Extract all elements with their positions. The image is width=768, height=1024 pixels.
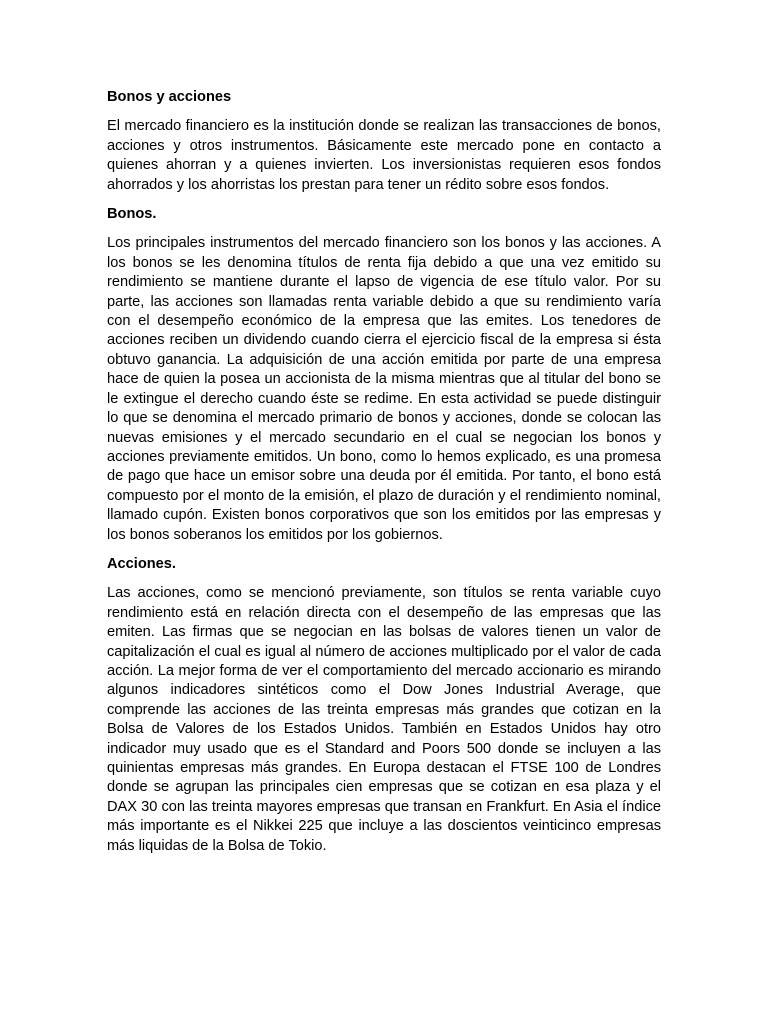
document-page bbox=[107, 88, 661, 856]
document-title: Bonos y acciones bbox=[107, 89, 232, 105]
section-body-acciones: Las acciones, como se mencionó previamente, son títulos se renta variable cuyo rendimiento está en relación directa con el desempeño de las empresas que las emiten. Las firmas que se negocian en las bolsas de valores tienen un valor de capitalización el cual es igual al número de acciones multiplicado por el valor de cada acción. La mejor forma de ver el comportamiento del mercado accionario es mirando algunos indicadores sintéticos como el Dow Jones Industrial Average, que comprende las acciones de las treinta empresas más grandes que cotizan en la Bolsa de Valores de los Estados Unidos. También en Estados Unidos hay otro indicador muy usado que es el Standard and Poors 500 donde se incluyen a las quinientas empresas más grandes. En Europa destacan el FTSE 100 de Londres donde se agrupan las principales cien empresas que se cotizan en esa plaza y el DAX 30 con las treinta mayores empresas que transan en Frankfurt. En Asia el índice más importante es el Nikkei 225 que incluye a las doscientos veinticinco empresas más liquidas de la Bolsa de Tokio. bbox=[107, 585, 661, 854]
section-heading-acciones: Acciones. bbox=[107, 555, 176, 572]
section-heading-bonos: Bonos. bbox=[107, 206, 157, 223]
section-body-bonos: Los principales instrumentos del mercado financiero son los bonos y las acciones. A los bonos se les denomina títulos de renta fija debido a que una vez emitido su rendimiento se mantiene durante el lapso de vigencia de ese título valor. Por su parte, las acciones son llamadas renta variable debido a que su rendimiento varía con el desempeño económico de la empresa que las emites. Los tenedores de acciones reciben un dividendo cuando cierra el ejercicio fiscal de la empresa si ésta obtuvo ganancia. La adquisición de una acción emitida por parte de una empresa hace de quien la posea un accionista de la misma mientras que al titular del bono se le extingue el derecho cuando éste se redime. En esta actividad se puede distinguir lo que se denomina el mercado primario de bonos y acciones, donde se colocan las nuevas emisiones y el mercado secundario en el cual se negocian los bonos y acciones previamente emitidos. Un bono, como lo hemos explicado, es una promesa de pago que hace un emisor sobre una deuda por él emitida. Por tanto, el bono está compuesto por el monto de la emisión, el plazo de duración y el rendimiento nominal, llamado cupón. Existen bonos corporativos que son los emitidos por las empresas y los bonos soberanos los emitidos por los gobiernos. bbox=[107, 235, 661, 543]
intro-paragraph: El mercado financiero es la institución donde se realizan las transacciones de bonos, acciones y otros instrumentos. Básicamente este mercado pone en contacto a quienes ahorran y a quienes invierten. Los inversionistas requieren esos fondos ahorrados y los ahorristas los prestan para tener un rédito sobre esos fondos. bbox=[107, 118, 661, 193]
